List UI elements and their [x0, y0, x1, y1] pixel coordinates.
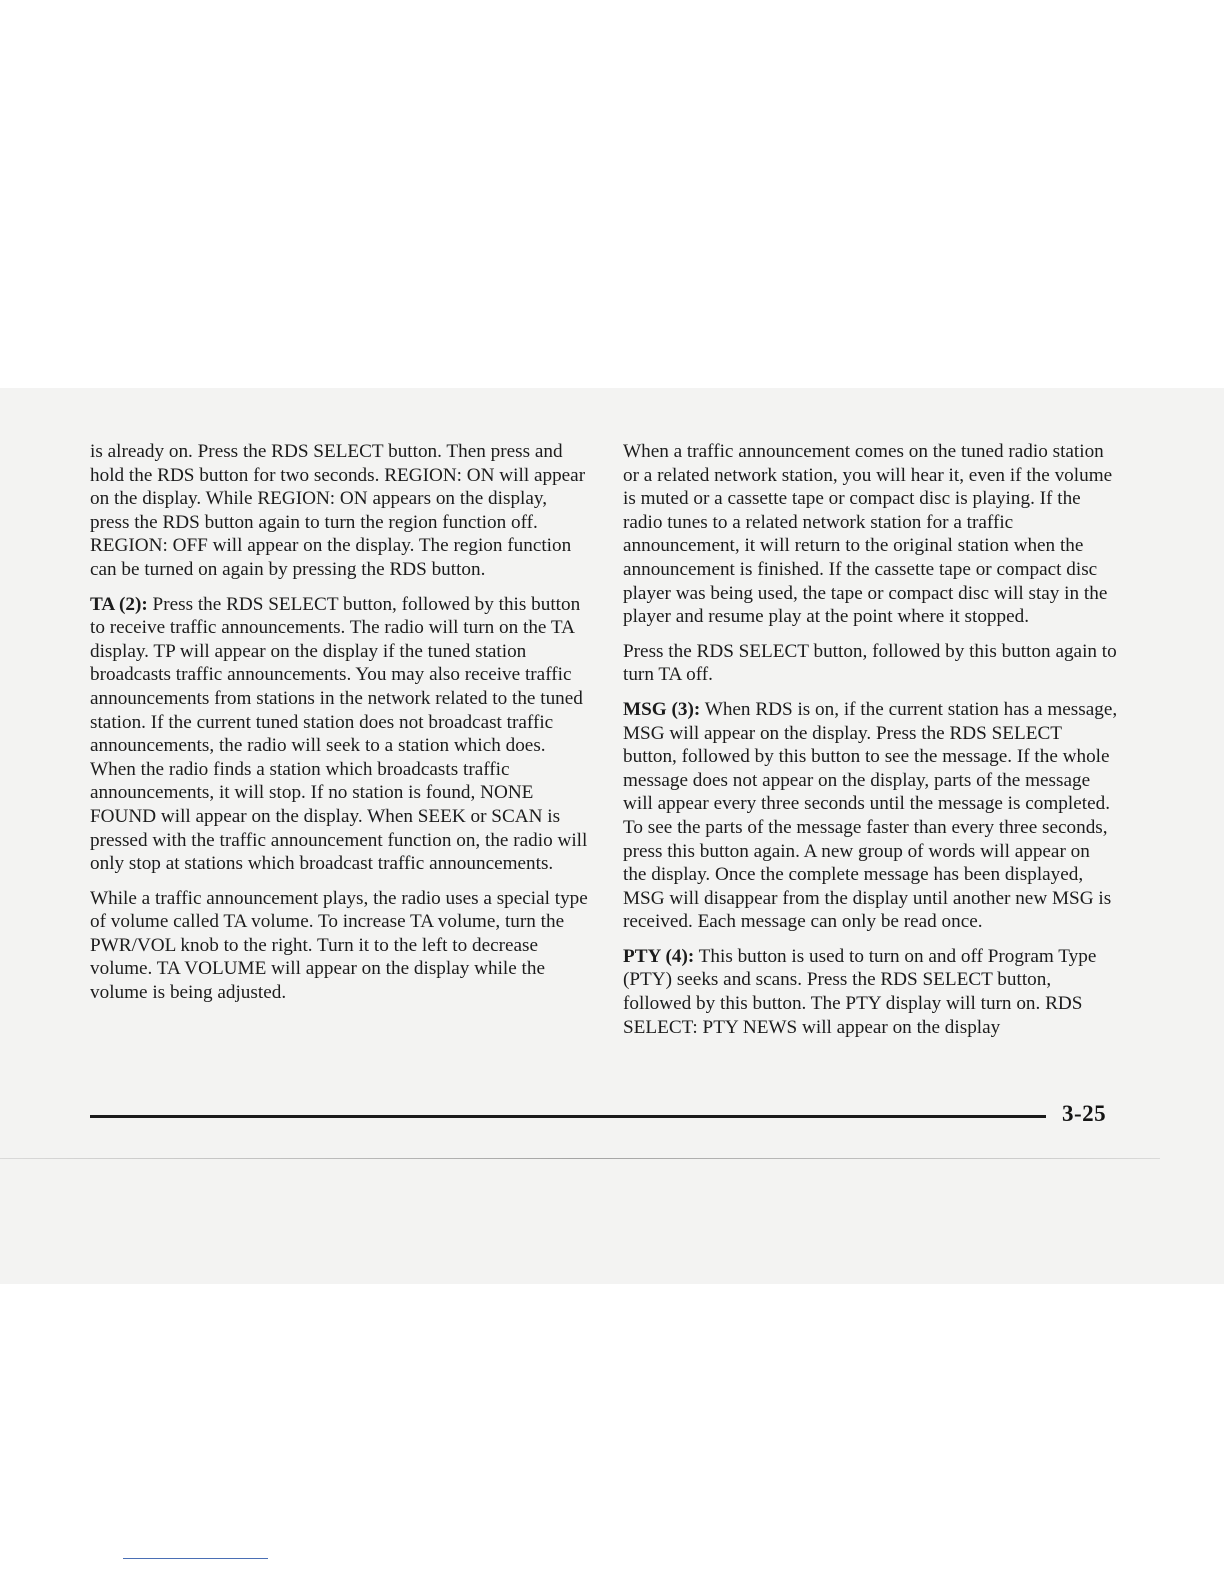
footer-rule — [90, 1115, 1046, 1118]
pty-description: This button is used to turn on and off Program Type (PTY) seeks and scans. Press the RDS SELECT button, followed by this button. The PTY display will turn on. RDS SELECT: PTY NEWS will appear on the display — [623, 945, 1097, 1038]
right-paragraph-msg — [623, 698, 1118, 934]
left-paragraph-ta — [90, 593, 590, 876]
right-paragraph-ta-off: Press the RDS SELECT button, followed by this button again to turn TA off. — [623, 640, 1117, 686]
right-paragraph-traffic: When a traffic announcement comes on the tuned radio station or a related network station, you will hear it, even if the volume is muted or a cassette tape or compact disc is playing. If the radio tunes to a related network station for a traffic announcement, it will return to the original station when the announcement is finished. If the cassette tape or compact disc player was being used, the tape or compact disc will stay in the player and resume play at the point where it stopped. — [623, 441, 1113, 628]
msg-description: When RDS is on, if the current station has a message, MSG will appear on the display. Press the RDS SELECT button, followed by this button to see the message. If the whole message does not appear on the display, parts of the message will appear every three seconds until the message is completed. To see the parts of the message faster than every three seconds, press this button again. A new group of words will appear on the display. Once the complete message has been displayed, MSG will disappear from the display until another new MSG is received. Each message can only be read once. — [623, 698, 1118, 933]
page-number: 3-25 — [1062, 1101, 1107, 1126]
msg-heading: MSG (3): — [623, 698, 701, 720]
right-column — [623, 440, 1118, 1050]
left-paragraph-region: is already on. Press the RDS SELECT button. Then press and hold the RDS button for two seconds. REGION: ON will appear on the display. While REGION: ON appears on the display, press the RDS button again to turn the region function off. REGION: OFF will appear on the display. The region function can be turned on again by pressing the RDS button. — [90, 441, 586, 580]
left-paragraph-ta-volume: While a traffic announcement plays, the radio uses a special type of volume called TA volume. To increase TA volume, turn the PWR/VOL knob to the right. Turn it to the left to decrease volume. TA VOLUME will appear on the display while the volume is being adjusted. — [90, 887, 588, 1004]
ta-description: Press the RDS SELECT button, followed by this button to receive traffic announcements. The radio will turn on the TA display. TP will appear on the display if the tuned station broadcasts traffic announcements. You may also receive traffic announcements from stations in the network related to the tuned station. If the current tuned station does not broadcast traffic announcements, the radio will seek to a station which does. When the radio finds a station which broadcasts traffic announcements, it will stop. If no station is found, NONE FOUND will appear on the display. When SEEK or SCAN is pressed with the traffic announcement function on, the radio will only stop at stations which broadcast traffic announcements. — [90, 593, 588, 875]
bottom-underline — [123, 1558, 268, 1559]
right-paragraph-pty — [623, 945, 1118, 1039]
ta-heading: TA (2): — [90, 593, 148, 615]
pty-heading: PTY (4): — [623, 945, 695, 967]
scan-edge-line — [0, 1158, 1160, 1159]
left-column — [90, 440, 590, 1016]
